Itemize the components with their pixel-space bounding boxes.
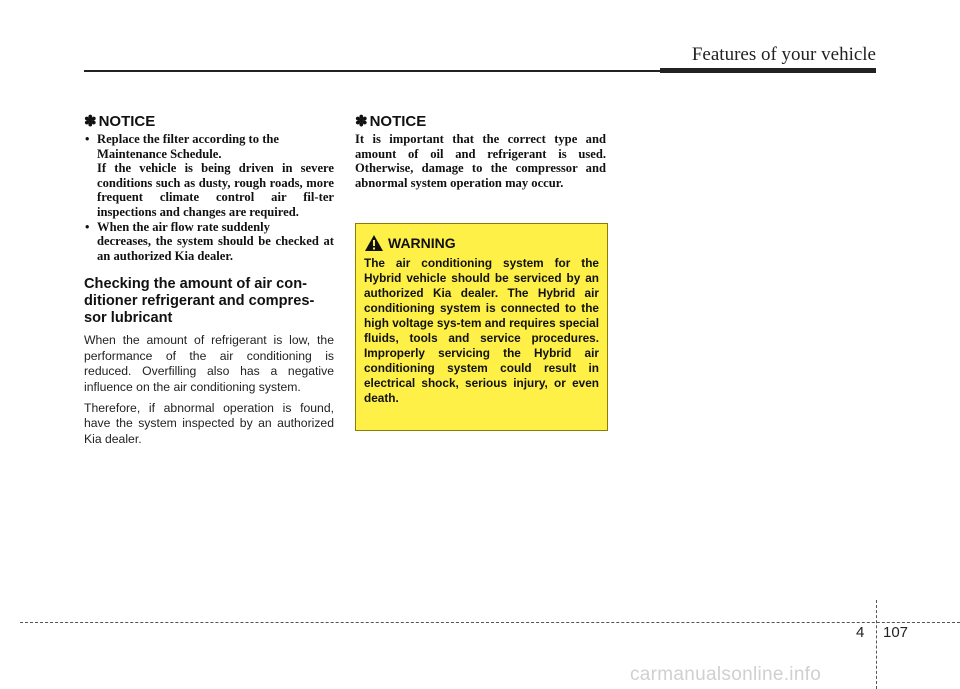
list-item <box>84 220 334 264</box>
footer-divider <box>876 600 877 689</box>
body-paragraph: When the amount of refrigerant is low, the performance of the air conditioning is reduced. Overfilling also has a negative influence on the air conditioning system. <box>84 333 334 394</box>
section-heading: Checking the amount of air con-ditioner refrigerant and compres-sor lubricant <box>84 276 315 327</box>
notice-star-icon: ✽ <box>84 113 97 130</box>
right-column <box>355 112 606 190</box>
notice-text: It is important that the correct type and amount of oil and refrigerant is used. Otherwise, damage to the compressor and abnormal system operation may occur. <box>355 132 606 190</box>
bullet-text: decreases, the system should be checked at an authorized Kia dealer. <box>97 234 334 263</box>
bullet-text: Maintenance Schedule. <box>97 146 222 161</box>
warning-label: WARNING <box>388 235 456 251</box>
header-title: Features of your vehicle <box>691 44 876 65</box>
chapter-number: 4 <box>856 624 865 641</box>
warning-box <box>355 223 608 431</box>
notice-heading <box>355 112 606 130</box>
bullet-line: When the air flow rate suddenly <box>97 219 270 234</box>
notice-star-icon: ✽ <box>355 113 368 130</box>
list-item <box>84 132 334 220</box>
header-rule-accent <box>660 68 876 73</box>
notice-label: NOTICE <box>369 112 427 130</box>
notice-bullet-list <box>84 132 334 263</box>
notice-heading <box>84 112 334 130</box>
footer-rule <box>20 622 960 623</box>
warning-text: The air conditioning system for the Hybrid vehicle should be serviced by an authorized Kia dealer. The Hybrid air conditioning system is connected to the high voltage sys-tem and requires special fluids, tools and service procedures. Improperly servicing the Hybrid air conditioning system could result in electrical shock, serious injury, or even death. <box>364 256 599 405</box>
page-number: 107 <box>883 624 909 641</box>
left-column <box>84 112 334 453</box>
warning-title <box>364 234 599 252</box>
notice-label: NOTICE <box>98 112 156 130</box>
body-paragraph: Therefore, if abnormal operation is found, have the system inspected by an authorized Kia dealer. <box>84 400 334 446</box>
bullet-extra-text: If the vehicle is being driven in severe conditions such as dusty, rough roads, more frequent climate control air fil-ter inspections and changes are required. <box>97 161 334 219</box>
bullet-line: Replace the filter according to the <box>97 132 279 146</box>
warning-triangle-icon <box>364 234 384 252</box>
watermark: carmanualsonline.info <box>630 664 822 685</box>
